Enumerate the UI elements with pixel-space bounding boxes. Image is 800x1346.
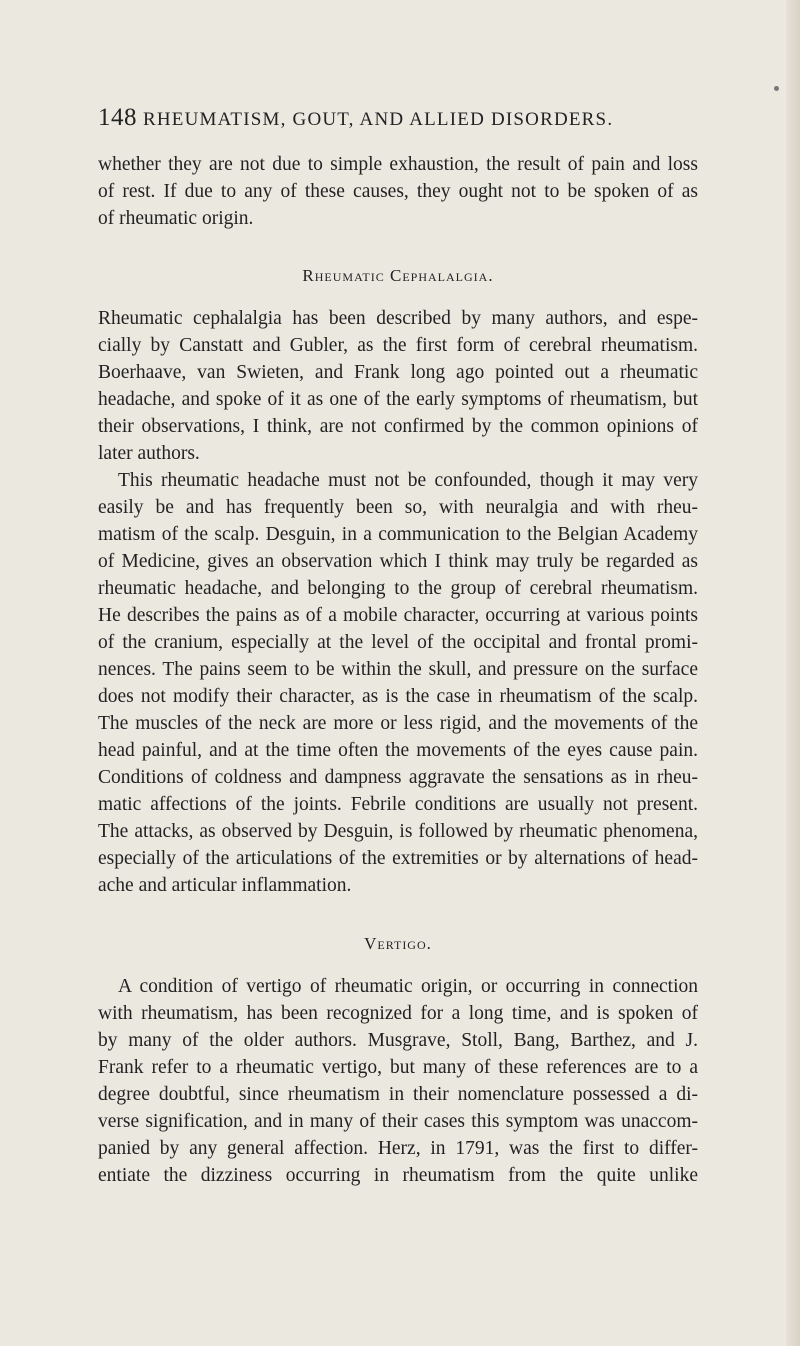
- text-line: matism of the scalp. Desguin, in a communication to the Belgian Academy: [98, 524, 698, 545]
- text-line: rheumatic headache, and belonging to the group of cerebral rheumatism.: [98, 578, 698, 599]
- text-line: head painful, and at the time often the movements of the eyes cause pain.: [98, 740, 698, 761]
- text-line: entiate the dizziness occurring in rheumatism from the quite unlike: [98, 1165, 698, 1186]
- text-line: degree doubtful, since rheumatism in their nomenclature possessed a di-: [98, 1084, 698, 1105]
- text-line: does not modify their character, as is the case in rheumatism of the scalp.: [98, 686, 698, 707]
- text-line: headache, and spoke of it as one of the early symptoms of rheumatism, but: [98, 389, 698, 410]
- text-line: Boerhaave, van Swieten, and Frank long ago pointed out a rheumatic: [98, 362, 698, 383]
- text-line: Rheumatic cephalalgia has been described by many authors, and espe-: [98, 308, 698, 329]
- running-title: RHEUMATISM, GOUT, AND ALLIED DISORDERS.: [143, 109, 614, 130]
- text-line: ache and articular inflammation.: [98, 875, 352, 896]
- text-line: The attacks, as observed by Desguin, is followed by rheumatic phenomena,: [98, 821, 698, 842]
- text-line: The muscles of the neck are more or less rigid, and the movements of the: [98, 713, 698, 734]
- text-line: of rheumatic origin.: [98, 208, 254, 229]
- text-line: cially by Canstatt and Gubler, as the first form of cerebral rheumatism.: [98, 335, 698, 356]
- text-line: later authors.: [98, 443, 200, 464]
- text-line: with rheumatism, has been recognized for a long time, and is spoken of: [98, 1003, 698, 1024]
- page-header: [98, 104, 698, 134]
- text-line: A condition of vertigo of rheumatic origin, or occurring in connection: [118, 976, 698, 997]
- text-line: verse signification, and in many of their cases this symptom was unaccom-: [98, 1111, 698, 1132]
- ink-speck: [774, 86, 779, 91]
- text-line: especially of the articulations of the extremities or by alternations of head-: [98, 848, 698, 869]
- text-line: panied by any general affection. Herz, in 1791, was the first to differ-: [98, 1138, 698, 1159]
- page-edge-shadow: [786, 0, 800, 1346]
- section-heading-cephalalgia: Rheumatic Cephalalgia.: [302, 266, 494, 285]
- text-line: This rheumatic headache must not be confounded, though it may very: [118, 470, 698, 491]
- page-number: 148: [98, 104, 137, 131]
- text-line: of the cranium, especially at the level of the occipital and frontal promi-: [98, 632, 698, 653]
- text-line: of rest. If due to any of these causes, they ought not to be spoken of as: [98, 181, 698, 202]
- text-line: their observations, I think, are not confirmed by the common opinions of: [98, 416, 698, 437]
- text-line: Conditions of coldness and dampness aggravate the sensations as in rheu-: [98, 767, 698, 788]
- section-heading-vertigo: Vertigo.: [364, 934, 432, 953]
- text-line: He describes the pains as of a mobile character, occurring at various points: [98, 605, 698, 626]
- text-line: whether they are not due to simple exhaustion, the result of pain and loss: [98, 154, 698, 175]
- text-line: of Medicine, gives an observation which I think may truly be regarded as: [98, 551, 698, 572]
- text-line: by many of the older authors. Musgrave, Stoll, Bang, Barthez, and J.: [98, 1030, 698, 1051]
- text-line: easily be and has frequently been so, with neuralgia and with rheu-: [98, 497, 698, 518]
- text-line: nences. The pains seem to be within the skull, and pressure on the surface: [98, 659, 698, 680]
- text-line: Frank refer to a rheumatic vertigo, but many of these references are to a: [98, 1057, 698, 1078]
- text-line: matic affections of the joints. Febrile conditions are usually not present.: [98, 794, 698, 815]
